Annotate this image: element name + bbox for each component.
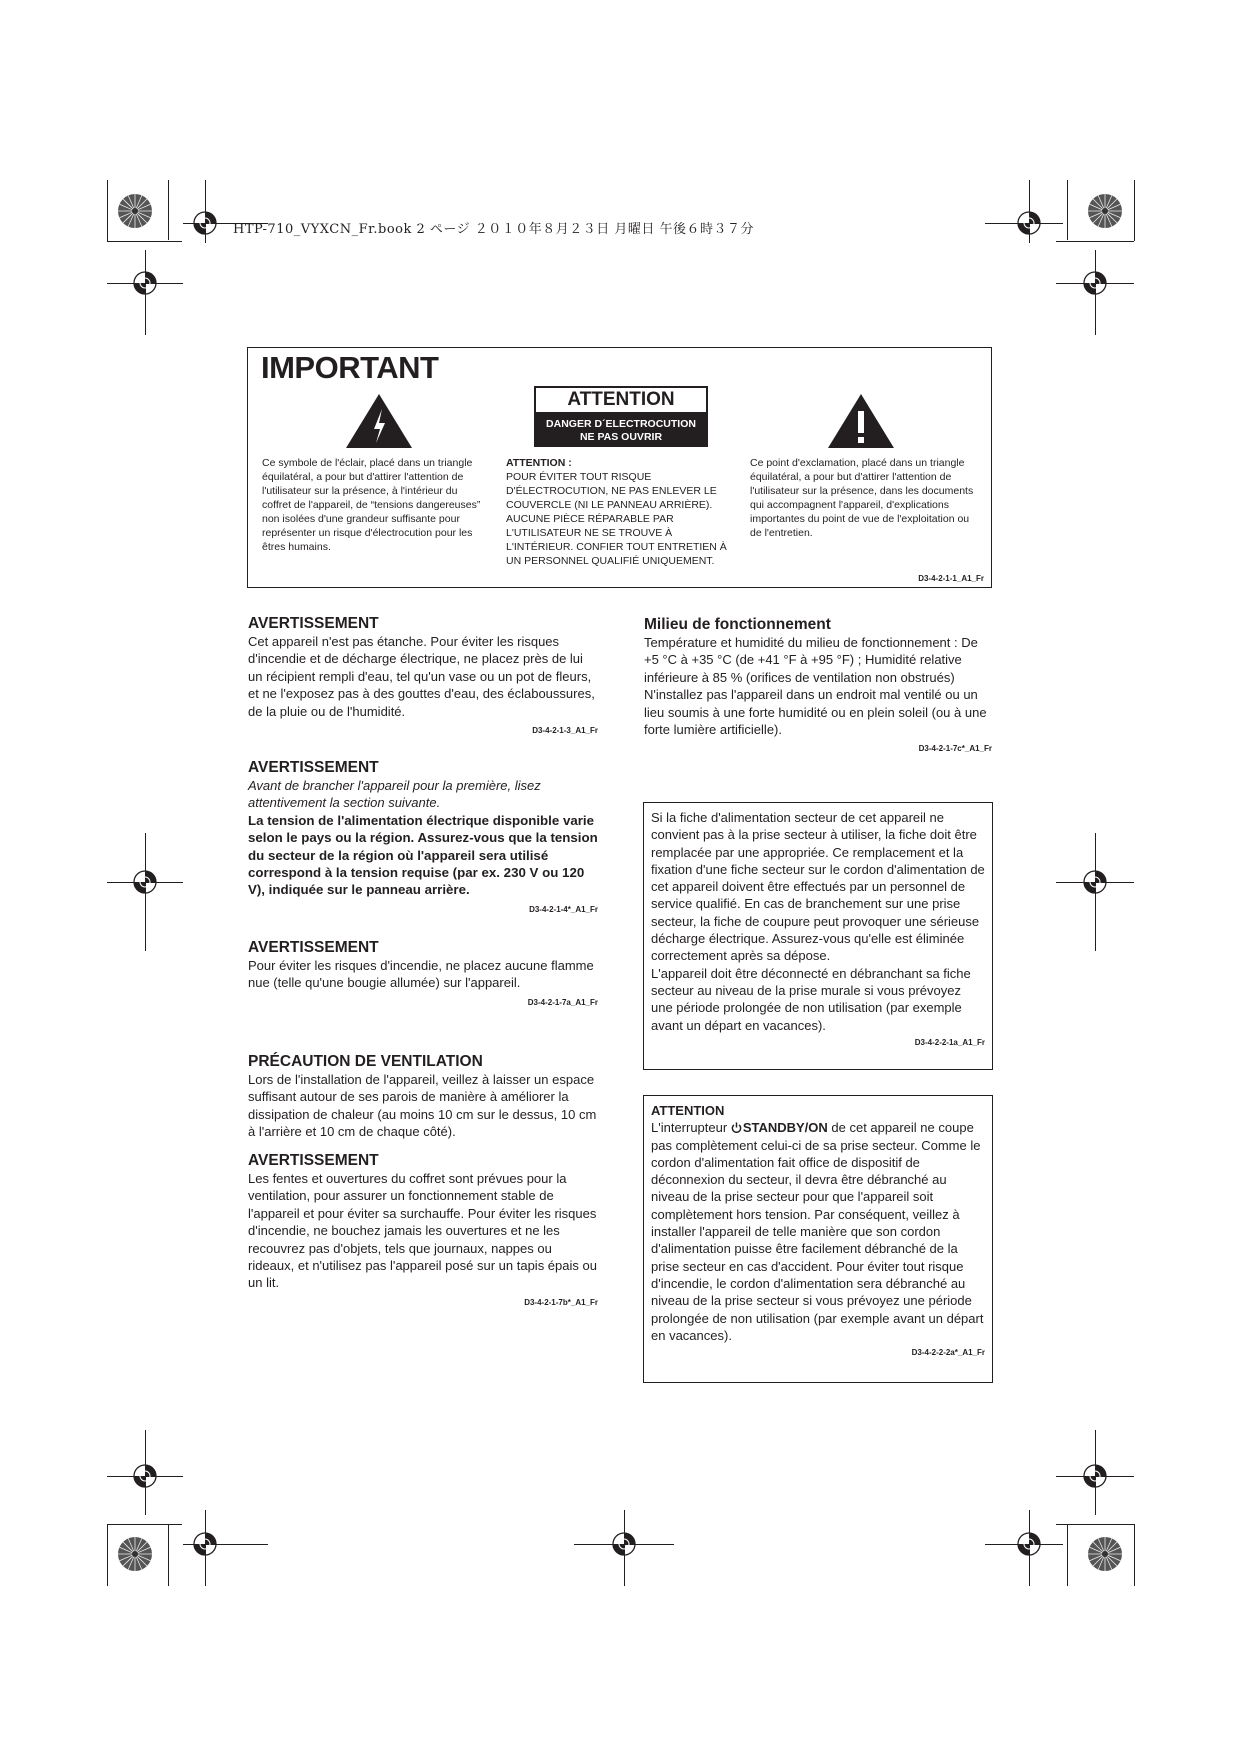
starburst-target-icon: [1087, 193, 1123, 229]
section-title: AVERTISSEMENT: [248, 759, 379, 776]
power-plug-notice-box: [643, 802, 993, 1070]
section-avertissement-3: [248, 938, 598, 1011]
registration-mark-icon: [1015, 1530, 1043, 1558]
important-title: IMPORTANT: [261, 350, 439, 385]
notice-title: ATTENTION: [651, 1103, 725, 1118]
reference-code: D3-4-2-1-3_A1_Fr: [532, 726, 598, 736]
attention-explanation-text: POUR ÉVITER TOUT RISQUE D'ÉLECTROCUTION, NE PAS ENLEVER LE COUVERCLE (NI LE PANNEAU ARRIÈRE). AUCUNE PIÈCE RÉPARABLE PAR L'UTILISATEUR NE SE TROUVE À L'INTÉRIEUR. CONFIER TOUT ENTRETIEN À UN PERSONNEL QUALIFIÉ UNIQUEMENT.: [506, 471, 727, 567]
section-avertissement-4: [248, 1151, 598, 1311]
starburst-target-icon: [117, 1536, 153, 1572]
section-title: AVERTISSEMENT: [248, 1152, 379, 1169]
section-text: Cet appareil n'est pas étanche. Pour éviter les risques d'incendie et de décharge électrique, ne placez près de lui un récipient rempli d'eau, tel qu'un vase ou un pot de fleurs, et ne l'exposez pas à des gouttes d'eau, des éclaboussures, de la pluie ou de l'humidité.: [248, 634, 595, 719]
section-title: PRÉCAUTION DE VENTILATION: [248, 1053, 483, 1070]
section-bold-text: La tension de l'alimentation électrique disponible varie selon le pays ou la région. Assurez-vous que la tension du secteur de la région où l'appareil sera utilisé correspond à la tension requise (par ex. 230 V ou 120 V), indiquée sur le panneau arrière.: [248, 812, 598, 898]
section-text: Température et humidité du milieu de fonctionnement : De +5 °C à +35 °C (de +41 °F à +95 °F) ; Humidité relative inférieure à 85 % (orifices de ventilation non obstrués): [644, 635, 978, 685]
reference-code: D3-4-2-1-1_A1_Fr: [918, 574, 984, 583]
registration-mark-icon: [610, 1530, 638, 1558]
section-avertissement-2: [248, 758, 598, 918]
starburst-target-icon: [117, 193, 153, 229]
exclamation-explanation: Ce point d'exclamation, placé dans un triangle équilatéral, a pour but d'attirer l'attention de l'utilisateur sur la présence, dans les documents qui accompagnent l'appareil, d'explications importantes du point de vue de l'exploitation ou de l'entretien.: [750, 457, 974, 539]
section-title: AVERTISSEMENT: [248, 615, 379, 632]
standby-attention-box: [643, 1095, 993, 1383]
lightning-explanation: Ce symbole de l'éclair, placé dans un triangle équilatéral, a pour but d'attirer l'attention de l'utilisateur sur la présence, à l'intérieur du coffret de l'appareil, de “tensions dangereuses” non isolées d'une grandeur suffisante pour représenter un risque d'électrocution pour les êtres humains.: [262, 457, 481, 553]
section-title: Milieu de fonctionnement: [644, 616, 831, 633]
reference-code: D3-4-2-1-7a_A1_Fr: [527, 997, 598, 1007]
reference-code: D3-4-2-1-7c*_A1_Fr: [918, 744, 992, 754]
attention-label: [534, 386, 708, 448]
section-text: Pour éviter les risques d'incendie, ne placez aucune flamme nue (telle qu'une bougie allumée) sur l'appareil.: [248, 958, 594, 991]
section-text: Lors de l'installation de l'appareil, veillez à laisser un espace suffisant autour de ses parois de manière à améliorer la dissipation de chaleur (au moins 10 cm sur le dessus, 10 cm à l'arrière et 10 cm de chaque côté).: [248, 1072, 597, 1140]
starburst-target-icon: [1087, 1536, 1123, 1572]
registration-mark-icon: [191, 1530, 219, 1558]
notice-text-post: de cet appareil ne coupe pas complètement celui-ci de sa prise secteur. Comme le cordon d'alimentation fait office de dispositif de déconnexion du secteur, il devra être débranché au niveau de la prise secteur pour que l'appareil soit complètement hors tension. Par conséquent, veillez à installer l'appareil de telle manière que son cordon d'alimentation puisse être facilement débranché de la prise secteur en cas d'accident. Pour éviter tout risque d'incendie, le cordon d'alimentation sera débranché au niveau de la prise secteur si vous prévoyez une période prolongée de non utilisation (par exemple avant un départ en vacances).: [651, 1120, 984, 1343]
notice-text: Si la fiche d'alimentation secteur de cet appareil ne convient pas à la prise secteur à utiliser, la fiche doit être remplacée par une appropriée. Ce remplacement et la fixation d'une fiche secteur sur le cordon d'alimentation de cet appareil doivent être effectués par un personnel de service qualifié. En cas de branchement sur une prise secteur, la fiche de coupure peut provoquer une sérieuse décharge électrique. Assurez-vous qu'elle est éliminée correctement après sa dépose.: [651, 810, 985, 964]
section-milieu-fonctionnement: [644, 615, 992, 758]
registration-mark-icon: [1081, 868, 1109, 896]
reference-code: D3-4-2-2-2a*_A1_Fr: [911, 1348, 985, 1358]
lightning-warning-icon: [345, 393, 413, 454]
attention-sub-line-1: DANGER D´ELECTROCUTION: [546, 418, 696, 430]
attention-label-sub: [534, 414, 708, 447]
reference-code: D3-4-2-1-4*_A1_Fr: [529, 904, 598, 914]
attention-sub-line-2: NE PAS OUVRIR: [579, 431, 663, 443]
registration-mark-icon: [1081, 269, 1109, 297]
section-italic-text: Avant de brancher l'appareil pour la première, lisez attentivement la section suivante.: [248, 778, 541, 811]
standby-on-label: STANDBY/ON: [742, 1120, 828, 1136]
attention-label-head: ATTENTION: [534, 386, 708, 414]
section-text: Les fentes et ouvertures du coffret sont prévues pour la ventilation, pour assurer un fonctionnement stable de l'appareil et pour éviter sa surchauffe. Pour éviter les risques d'incendie, ne bouchez jamais les ouvertures et ne les recouvrez pas d'objets, tels que journaux, nappes ou rideaux, et n'utilisez pas l'appareil posé sur un tapis épais ou un lit.: [248, 1171, 597, 1291]
section-text: N'installez pas l'appareil dans un endroit mal ventilé ou un lieu soumis à une forte humidité ou en plein soleil (ou à une forte lumière artificielle).: [644, 687, 987, 738]
attention-explanation: [506, 456, 731, 568]
power-icon: [731, 1120, 742, 1131]
registration-mark-icon: [131, 269, 159, 297]
registration-mark-icon: [131, 868, 159, 896]
notice-text: [651, 1119, 985, 1344]
exclamation-warning-icon: [827, 393, 895, 454]
registration-mark-icon: [1015, 209, 1043, 237]
section-precaution-ventilation: [248, 1052, 598, 1141]
attention-explanation-title: ATTENTION :: [506, 457, 572, 469]
registration-mark-icon: [191, 209, 219, 237]
registration-mark-icon: [1081, 1462, 1109, 1490]
section-title: AVERTISSEMENT: [248, 939, 379, 956]
registration-mark-icon: [131, 1462, 159, 1490]
print-header-line: HTP-710_VYXCN_Fr.book 2 ページ ２０１０年８月２３日 月曜日 午後６時３７分: [233, 222, 755, 237]
section-avertissement-1: [248, 614, 598, 739]
notice-text-pre: L'interrupteur: [651, 1120, 731, 1136]
notice-text: L'appareil doit être déconnecté en débranchant sa fiche secteur au niveau de la prise murale si vous prévoyez une période prolongée de non utilisation (par exemple avant un départ en vacances).: [651, 965, 971, 1033]
reference-code: D3-4-2-1-7b*_A1_Fr: [524, 1297, 598, 1307]
reference-code: D3-4-2-2-1a_A1_Fr: [914, 1037, 985, 1047]
